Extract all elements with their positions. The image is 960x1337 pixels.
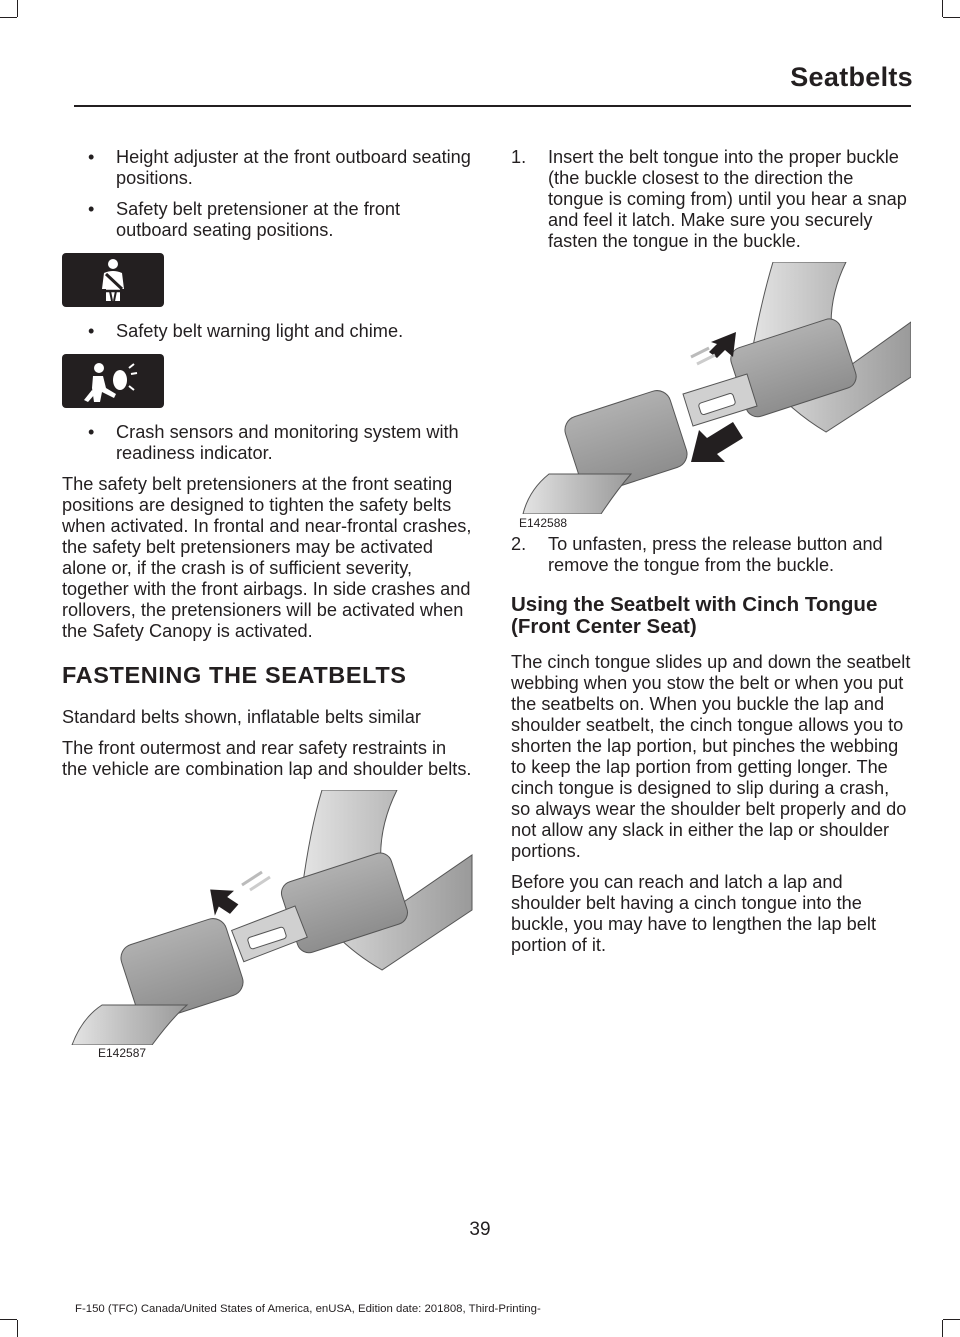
crop-mark-bottom-left-h	[0, 1319, 17, 1320]
step-number: 2.	[511, 534, 527, 554]
body-paragraph: The front outermost and rear safety restraints in the vehicle are combination lap and shoulder belts.	[62, 738, 472, 779]
list-item	[62, 147, 474, 189]
bullet-glyph: •	[88, 321, 95, 341]
list-item-text: Safety belt warning light and chime.	[116, 321, 404, 341]
bullet-glyph: •	[88, 147, 95, 167]
page-title: Seatbelts	[790, 62, 913, 92]
crop-mark-top-right-v	[942, 0, 943, 17]
list-item	[62, 422, 474, 464]
crop-mark-top-left-v	[17, 0, 18, 17]
right-column	[511, 147, 911, 966]
step-text: To unfasten, press the release button and remove the tongue from the buckle.	[548, 534, 883, 575]
crop-mark-top-right-h	[943, 17, 960, 18]
bullet-glyph: •	[88, 199, 95, 219]
step-item	[511, 534, 911, 576]
list-item	[62, 199, 474, 241]
crop-mark-bottom-right-h	[943, 1319, 960, 1320]
body-paragraph: Before you can reach and latch a lap and shoulder belt having a cinch tongue into the buckle, you may have to lengthen the lap belt portion of it.	[511, 872, 877, 955]
list-item-text: Height adjuster at the front outboard seating positions.	[116, 147, 471, 188]
figure-code: E142587	[98, 1046, 147, 1060]
airbag-readiness-icon	[62, 354, 164, 408]
list-item-text: Safety belt pretensioner at the front outboard seating positions.	[116, 199, 401, 240]
body-paragraph: The safety belt pretensioners at the front seating positions are designed to tighten the safety belts when activated. In frontal and near-frontal crashes, the safety belt pretensioners may be activated alone or, if the crash is of sufficient severity, together with the front airbags. In side crashes and rollovers, the pretensioners will be activated when the Safety Canopy is activated.	[62, 474, 472, 641]
footer-text: F-150 (TFC) Canada/United States of America, enUSA, Edition date: 201808, Third-Printing-	[75, 1303, 541, 1315]
list-item	[62, 321, 474, 342]
crop-mark-top-left-h	[0, 17, 17, 18]
left-column	[62, 147, 474, 1062]
header-divider	[74, 105, 911, 107]
crop-mark-bottom-right-v	[942, 1320, 943, 1337]
body-paragraph: Standard belts shown, inflatable belts similar	[62, 707, 421, 727]
bullet-glyph: •	[88, 422, 95, 442]
seatbelt-buckle-illustration	[62, 790, 474, 1045]
list-item-text: Crash sensors and monitoring system with readiness indicator.	[116, 422, 459, 463]
seatbelt-buckle-illustration	[511, 262, 911, 514]
page-number: 39	[469, 1219, 491, 1240]
crop-mark-bottom-left-v	[17, 1320, 18, 1337]
section-heading: FASTENING THE SEATBELTS	[62, 662, 407, 688]
step-number: 1.	[511, 147, 527, 167]
seatbelt-buckle-figure-1	[62, 790, 474, 1062]
body-paragraph: The cinch tongue slides up and down the seatbelt webbing when you stow the belt or when you put the seatbelts on. When you buckle the lap and shoulder seatbelt, the cinch tongue allows you to shorten the lap portion, but pinches the webbing to keep the lap portion from getting longer. The cinch tongue is designed to slip during a crash, so always wear the shoulder belt properly and do not allow any slack in either the lap or shoulder portions.	[511, 652, 911, 861]
figure-code: E142588	[519, 516, 568, 530]
sub-heading: Using the Seatbelt with Cinch Tongue (Front Center Seat)	[511, 593, 878, 638]
step-text: Insert the belt tongue into the proper buckle (the buckle closest to the direction the tongue is coming from) until you hear a snap and feel it latch. Make sure you securely fasten the tongue in the buckle.	[548, 147, 907, 251]
seatbelt-buckle-figure-2	[511, 262, 911, 532]
step-item	[511, 147, 911, 252]
seatbelt-warning-icon	[62, 253, 164, 307]
